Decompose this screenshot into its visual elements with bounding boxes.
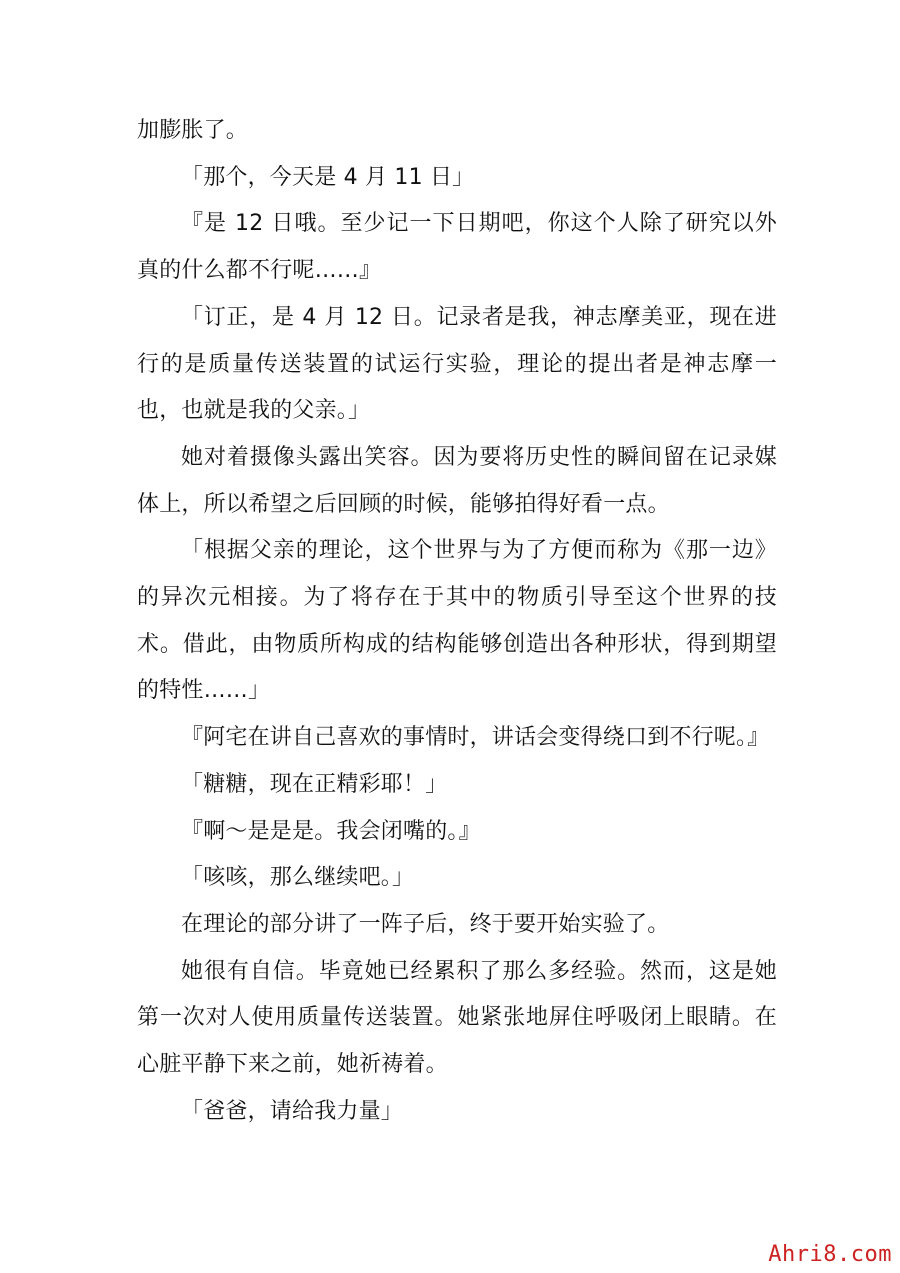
body-text — [137, 108, 777, 1135]
paragraph-continuation: 加膨胀了。 — [137, 118, 249, 143]
dialogue-paragraph: 『啊～是是是。我会闭嘴的。』 — [181, 818, 481, 844]
dialogue-paragraph: 「那个，今天是 4 月 11 日」 — [181, 164, 475, 190]
dialogue-paragraph: 「爸爸，请给我力量」 — [181, 1098, 404, 1124]
narration-paragraph: 在理论的部分讲了一阵子后，终于要开始实验了。 — [181, 911, 670, 937]
dialogue-paragraph: 『阿宅在讲自己喜欢的事情时，讲话会变得绕口到不行呢。』 — [181, 725, 770, 751]
narration-paragraph: 她对着摄像头露出笑容。因为要将历史性的瞬间留在记录媒体上，所以希望之后回顾的时候，能够拍得好看一点。 — [137, 444, 777, 517]
dialogue-paragraph: 「糖糖，现在正精彩耶！」 — [181, 771, 448, 797]
dialogue-paragraph: 『是 12 日哦。至少记一下日期吧，你这个人除了研究以外真的什么都不行呢……』 — [137, 211, 777, 284]
watermark-text: Ahri8.com — [768, 1242, 892, 1267]
narration-paragraph: 她很有自信。毕竟她已经累积了那么多经验。然而，这是她第一次对人使用质量传送装置。她紧张地屏住呼吸闭上眼睛。在心脏平静下来之前，她祈祷着。 — [137, 958, 777, 1078]
dialogue-paragraph: 「咳咳，那么继续吧。」 — [181, 865, 415, 891]
dialogue-paragraph: 「订正，是 4 月 12 日。记录者是我，神志摩美亚，现在进行的是质量传送装置的试运行实验，理论的提出者是神志摩一也，也就是我的父亲。」 — [137, 304, 777, 424]
dialogue-paragraph: 「根据父亲的理论，这个世界与为了方便而称为《那一边》的异次元相接。为了将存在于其中的物质引导至这个世界的技术。借此，由物质所构成的结构能够创造出各种形状，得到期望的特性……」 — [137, 538, 777, 704]
